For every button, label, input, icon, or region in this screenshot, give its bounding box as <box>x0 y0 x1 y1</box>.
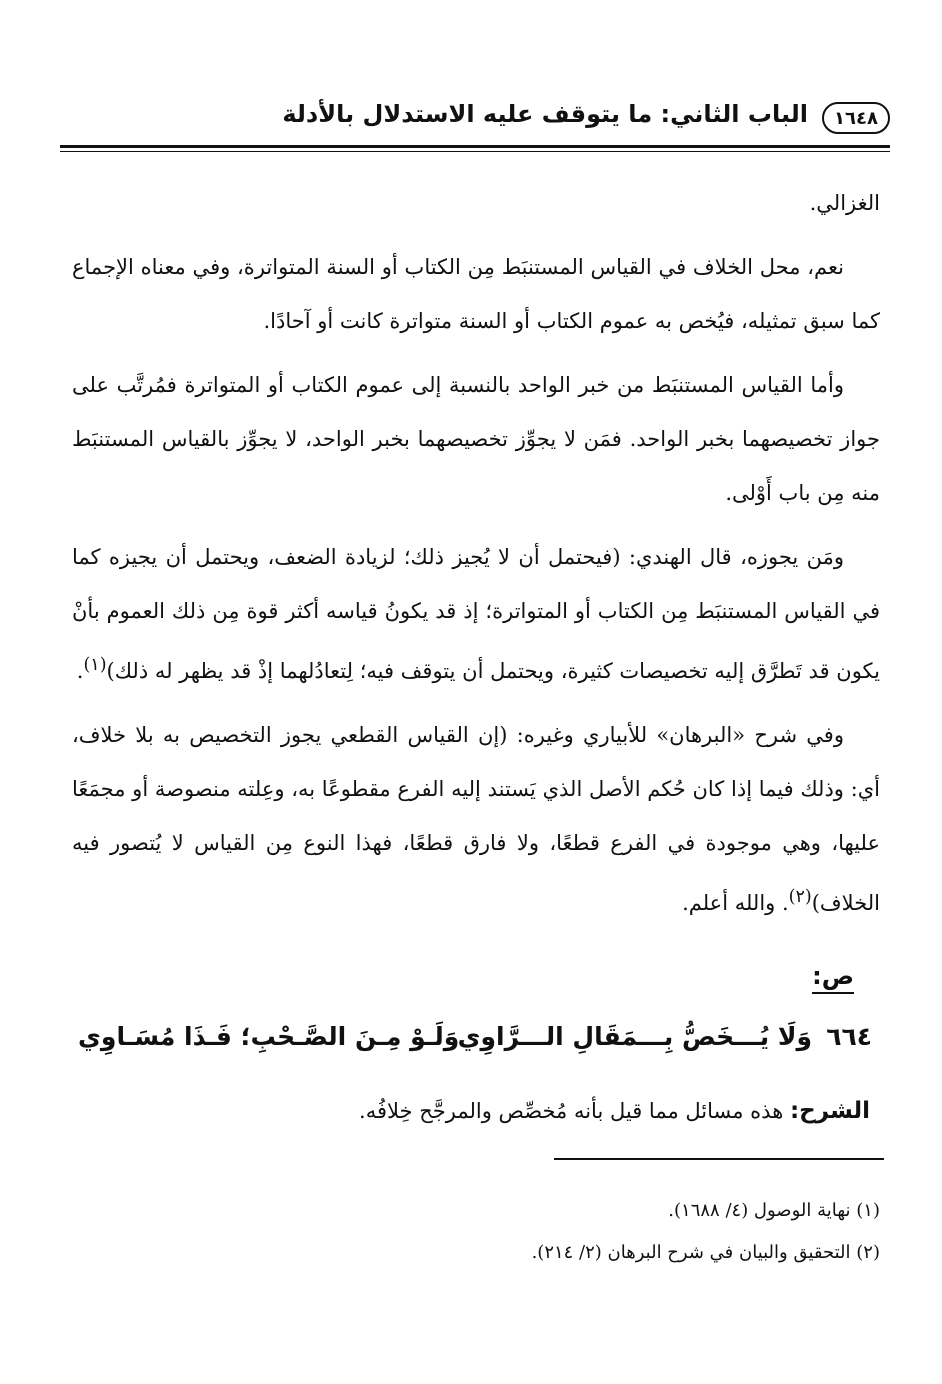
footnote-ref-2[interactable]: (٢) <box>788 887 812 907</box>
paragraph-text: ومَن يجوزه، قال الهندي: (فيحتمل أن لا يُجيز ذلك؛ لزيادة الضعف، ويحتمل أن يجيزه كما في القياس المستنبَط مِن الكتاب أو المتواترة؛ إذ قد يكونُ قياسه أكثر قوة مِن ذلك العموم بأنْ يكون قد تَطرَّق إليه تخصيصات كثيرة، ويحتمل أن يتوقف فيه؛ لِتعادُلهما إذْ قد يظهر له ذلك) <box>72 545 880 683</box>
commentary-label: الشرح: <box>789 1098 870 1124</box>
verse-first-hemistich: وَلَا يُـــخَصُّ بِـــمَقَالِ الـــرَّاوِي <box>457 1022 812 1051</box>
header-rule-thin <box>60 151 890 152</box>
page-number: ١٦٤٨ <box>822 102 890 134</box>
running-header <box>60 96 890 140</box>
footnotes <box>80 1190 880 1274</box>
verse-label: ص: <box>812 962 854 994</box>
body-text <box>72 176 880 940</box>
paragraph <box>72 708 880 930</box>
header-rule-thick <box>60 145 890 148</box>
paragraph: وأما القياس المستنبَط من خبر الواحد بالنسبة إلى عموم الكتاب أو المتواترة فمُرتَّب على جواز تخصيصهما بخبر الواحد. فمَن لا يجوِّز تخصيصهما بخبر الواحد، لا يجوِّز بالقياس المستنبَط منه مِن باب أَوْلى. <box>72 373 880 505</box>
paragraph-end: . والله أعلم. <box>682 891 789 915</box>
footnote-2: (٢) التحقيق والبيان في شرح البرهان (٢/ ٢١٤). <box>531 1242 880 1263</box>
verse-number: ٦٦٤ <box>826 1022 872 1051</box>
verse-second-hemistich: وَلَـوْ مِـنَ الصَّـحْبِ؛ فَـذَا مُسَـاوِي <box>78 1022 460 1051</box>
commentary <box>80 1098 870 1124</box>
paragraph-end: . <box>76 659 84 683</box>
footnote-1: (١) نهاية الوصول (٤/ ١٦٨٨). <box>668 1200 880 1221</box>
chapter-title: الباب الثاني: ما يتوقف عليه الاستدلال بالأدلة <box>282 100 808 128</box>
verse-line <box>78 1022 872 1070</box>
paragraph: نعم، محل الخلاف في القياس المستنبَط مِن الكتاب أو السنة المتواترة، وفي معناه الإجماع كما سبق تمثيله، فيُخص به عموم الكتاب أو السنة متواترة كانت أو آحادًا. <box>72 255 880 333</box>
footnote-ref-1[interactable]: (١) <box>83 655 107 675</box>
commentary-text: هذه مسائل مما قيل بأنه مُخصِّص والمرجَّح خِلافُه. <box>359 1099 784 1123</box>
paragraph-text: وفي شرح «البرهان» للأبياري وغيره: (إن القياس القطعي يجوز التخصيص به بلا خلاف، أي: وذلك فيما إذا كان حُكم الأصل الذي يَستند إليه الفرع مقطوعًا به، وعِلته منصوصة أو مجمَعًا عليها، وهي موجودة في الفرع قطعًا، ولا فارق قطعًا، فهذا النوع مِن القياس لا يُتصور فيه الخلاف) <box>72 723 880 915</box>
paragraph <box>72 530 880 698</box>
paragraph: الغزالي. <box>809 191 880 215</box>
footnote-separator <box>554 1158 884 1160</box>
